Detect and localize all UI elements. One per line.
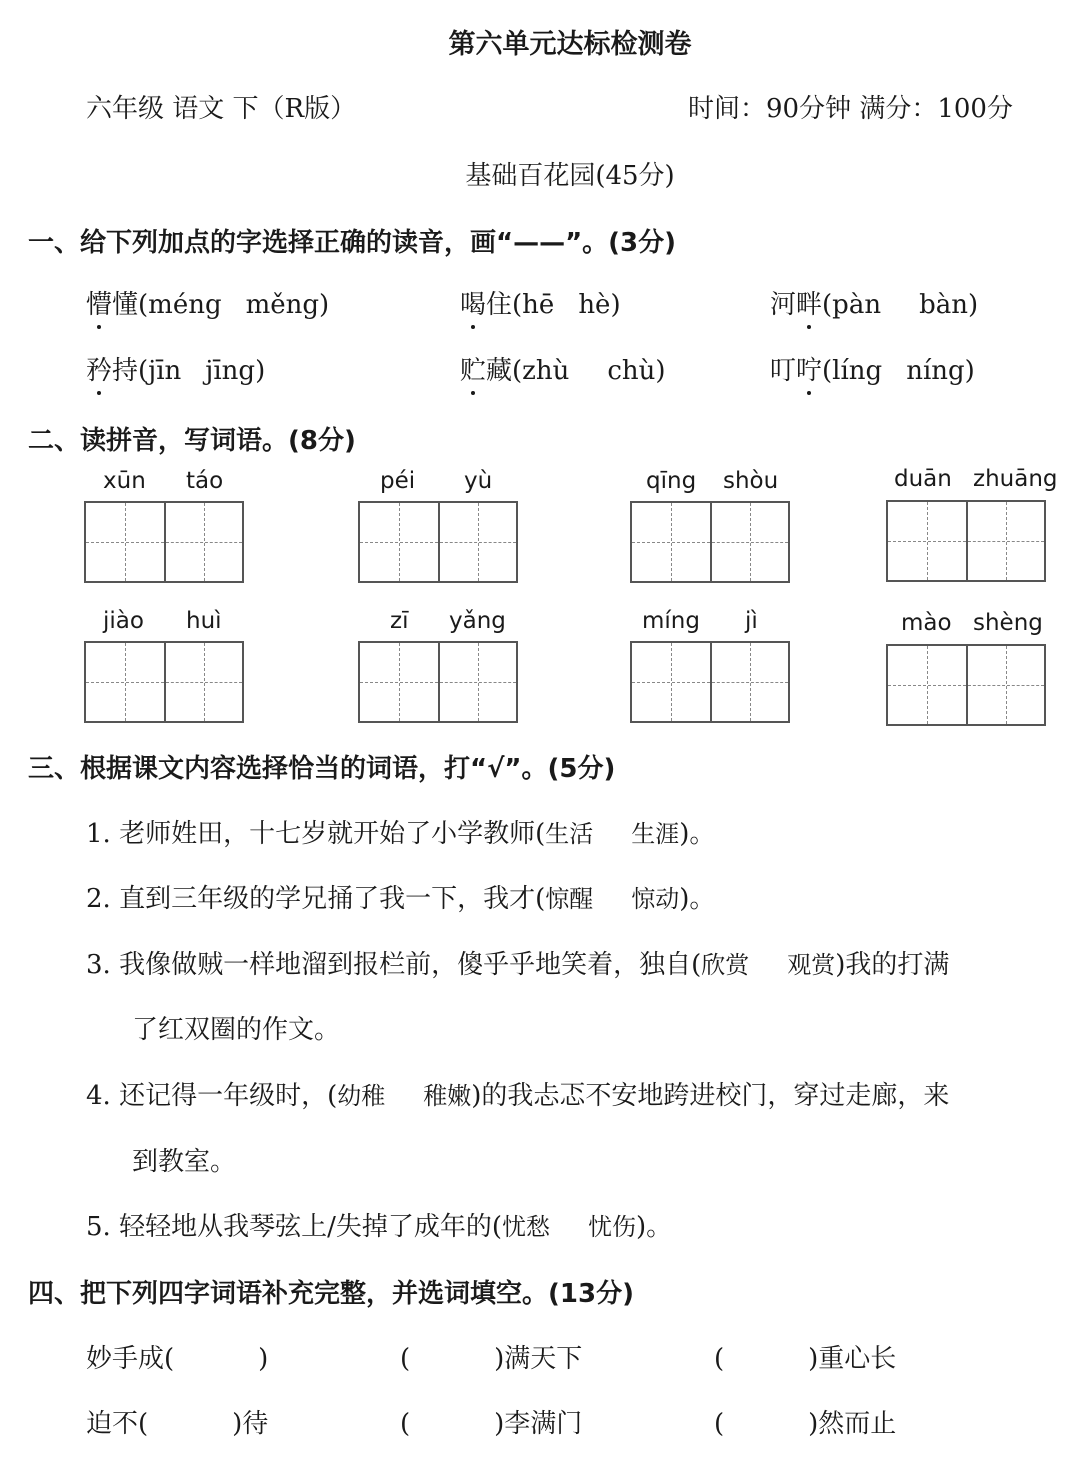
idiom-fill[interactable]: 迫不( )待	[86, 1409, 269, 1439]
grade-info: 六年级 语文 下（R版）	[86, 94, 357, 124]
idiom-fill[interactable]: 妙手成( )	[86, 1344, 269, 1374]
idiom-fill[interactable]: ( )重心长	[714, 1344, 897, 1374]
section-title: 基础百花园(45分)	[465, 161, 675, 191]
q1-item: 矜持(jīn jīng)	[86, 350, 265, 387]
choice-option[interactable]: 稚嫩	[423, 1082, 472, 1110]
pinyin-label: shòu	[723, 468, 779, 494]
writing-grid[interactable]	[358, 641, 518, 723]
writing-grid[interactable]	[358, 501, 518, 583]
pinyin-label: shèng	[973, 610, 1043, 636]
pinyin-label: yù	[464, 468, 493, 494]
pinyin-label: qīng	[646, 468, 697, 494]
q1-item: 河畔(pàn bàn)	[770, 284, 978, 321]
q1-heading: 一、给下列加点的字选择正确的读音，画“——”。(3分)	[28, 228, 677, 258]
writing-grid[interactable]	[84, 501, 244, 583]
pinyin-label: duān	[894, 466, 952, 492]
q3-item-continued: 到教室。	[132, 1147, 237, 1177]
q3-item-continued: 了红双圈的作文。	[132, 1015, 341, 1045]
pinyin-label: táo	[186, 468, 224, 494]
choice-option[interactable]: 忧伤	[587, 1213, 636, 1241]
q3-item: 5. 轻轻地从我琴弦上/失掉了成年的(忧愁 忧伤)。	[86, 1212, 673, 1242]
choice-option[interactable]: 生涯	[631, 820, 680, 848]
writing-grid[interactable]	[84, 641, 244, 723]
choice-option[interactable]: 幼稚	[337, 1082, 386, 1110]
idiom-fill[interactable]: ( )李满门	[400, 1409, 583, 1439]
pinyin-label: xūn	[103, 468, 146, 494]
q2-heading: 二、读拼音，写词语。(8分)	[28, 426, 356, 456]
q3-item: 1. 老师姓田，十七岁就开始了小学教师(生活 生涯)。	[86, 819, 716, 849]
pinyin-label: yǎng	[449, 608, 506, 634]
choice-option[interactable]: 观赏	[787, 951, 836, 979]
time-score-info: 时间：90分钟 满分：100分	[688, 94, 1013, 124]
q3-item: 3. 我像做贼一样地溜到报栏前，傻乎乎地笑着，独自(欣赏 观赏)我的打满	[86, 950, 950, 980]
q1-item: 叮咛(líng níng)	[770, 350, 975, 387]
q3-heading: 三、根据课文内容选择恰当的词语，打“√”。(5分)	[28, 754, 616, 784]
q3-item: 4. 还记得一年级时，(幼稚 稚嫩)的我忐忑不安地跨进校门，穿过走廊，来	[86, 1081, 950, 1111]
q1-item: 喝住(hē hè)	[460, 284, 621, 321]
pinyin-label: mào	[901, 610, 952, 636]
choice-option[interactable]: 忧愁	[501, 1213, 550, 1241]
writing-grid[interactable]	[886, 500, 1046, 582]
q3-item: 2. 直到三年级的学兄捅了我一下，我才(惊醒 惊动)。	[86, 884, 716, 914]
choice-option[interactable]: 惊醒	[545, 885, 594, 913]
q4-heading: 四、把下列四字词语补充完整，并选词填空。(13分)	[28, 1279, 634, 1309]
q1-item: 懵懂(méng měng)	[86, 284, 329, 321]
pinyin-label: míng	[642, 608, 700, 634]
choice-option[interactable]: 欣赏	[701, 951, 750, 979]
q1-item: 贮藏(zhù chù)	[460, 350, 666, 387]
choice-option[interactable]: 惊动	[631, 885, 680, 913]
writing-grid[interactable]	[886, 644, 1046, 726]
idiom-fill[interactable]: ( )满天下	[400, 1344, 583, 1374]
idiom-fill[interactable]: ( )然而止	[714, 1409, 897, 1439]
pinyin-label: zhuāng	[973, 466, 1058, 492]
pinyin-label: zī	[390, 608, 409, 634]
page-title: 第六单元达标检测卷	[448, 29, 692, 60]
pinyin-label: huì	[186, 608, 222, 634]
pinyin-label: péi	[380, 468, 416, 494]
writing-grid[interactable]	[630, 501, 790, 583]
pinyin-label: jiào	[103, 608, 144, 634]
choice-option[interactable]: 生活	[545, 820, 594, 848]
pinyin-label: jì	[745, 608, 758, 634]
writing-grid[interactable]	[630, 641, 790, 723]
